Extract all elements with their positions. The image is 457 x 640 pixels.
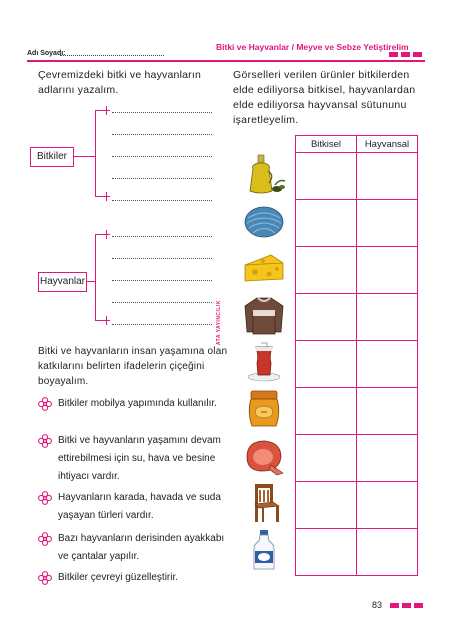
table-row bbox=[232, 294, 418, 341]
plant-answer-line[interactable] bbox=[112, 178, 212, 179]
statement-text: Bitkiler mobilya yapımında kullanılır. bbox=[58, 398, 217, 409]
header-rule bbox=[27, 60, 425, 62]
table-row bbox=[232, 200, 418, 247]
column-header-animal: Hayvansal bbox=[357, 136, 418, 153]
column-header-plant: Bitkisel bbox=[296, 136, 357, 153]
plant-answer-line[interactable] bbox=[112, 112, 212, 113]
animal-checkbox[interactable] bbox=[357, 247, 418, 294]
tree-line bbox=[106, 192, 107, 201]
animal-answer-line[interactable] bbox=[112, 236, 212, 237]
animal-checkbox[interactable] bbox=[357, 482, 418, 529]
animal-checkbox[interactable] bbox=[357, 341, 418, 388]
bottom-instruction: Bitki ve hayvanların insan yaşamına olan katkılarını belirten ifadelerin çiçeğini boyayalım. bbox=[38, 346, 228, 387]
right-instruction: Görselleri verilen ürünler bitkilerden elde ediliyorsa bitkisel, hayvanlardan elde ediliyorsa hayvansal sütununu işaretleyelim. bbox=[233, 69, 416, 126]
animal-answer-line[interactable] bbox=[112, 324, 212, 325]
tree-line bbox=[72, 156, 95, 157]
decor-square bbox=[414, 603, 423, 608]
flower-icon[interactable] bbox=[38, 397, 52, 411]
cheese-icon bbox=[241, 247, 287, 289]
table-row bbox=[232, 388, 418, 435]
statement-item bbox=[38, 530, 228, 566]
tree-line bbox=[106, 316, 107, 325]
statement-text: Bazı hayvanların derisinden ayakkabı ve çantalar yapılır. bbox=[58, 533, 225, 562]
tree-line bbox=[95, 320, 110, 321]
table-row bbox=[232, 153, 418, 200]
wool-yarn-icon bbox=[241, 200, 287, 242]
flower-icon[interactable] bbox=[38, 571, 52, 585]
statement-text: Bitki ve hayvanların yaşamını devam ettirebilmesi için su, hava ve besine ihtiyacı vardır. bbox=[58, 435, 221, 482]
plant-checkbox[interactable] bbox=[296, 294, 357, 341]
tree-line bbox=[95, 110, 96, 196]
plant-checkbox[interactable] bbox=[296, 153, 357, 200]
tree-line bbox=[106, 230, 107, 239]
publisher-label: ATA YAYINCILIK bbox=[216, 300, 222, 346]
plant-checkbox[interactable] bbox=[296, 341, 357, 388]
tea-glass-icon bbox=[241, 341, 287, 383]
table-row bbox=[232, 435, 418, 482]
table-row bbox=[232, 341, 418, 388]
wooden-chair-icon bbox=[241, 482, 287, 524]
name-label: Adı Soyadı: bbox=[27, 50, 66, 57]
animal-checkbox[interactable] bbox=[357, 388, 418, 435]
table-row bbox=[232, 247, 418, 294]
animal-answer-line[interactable] bbox=[112, 280, 212, 281]
decor-square bbox=[389, 52, 398, 57]
honey-jar-icon bbox=[241, 388, 287, 430]
plant-answer-line[interactable] bbox=[112, 134, 212, 135]
tree-line bbox=[95, 234, 96, 320]
statement-item bbox=[38, 489, 228, 525]
animal-checkbox[interactable] bbox=[357, 200, 418, 247]
statement-item bbox=[38, 395, 228, 413]
tree-line bbox=[95, 234, 110, 235]
decor-square bbox=[390, 603, 399, 608]
plant-answer-line[interactable] bbox=[112, 156, 212, 157]
table-row bbox=[232, 482, 418, 529]
table-row bbox=[232, 529, 418, 576]
flower-icon[interactable] bbox=[38, 491, 52, 505]
plant-checkbox[interactable] bbox=[296, 200, 357, 247]
flower-icon[interactable] bbox=[38, 434, 52, 448]
milk-bottle-icon bbox=[241, 529, 287, 571]
decor-square bbox=[402, 603, 411, 608]
product-table bbox=[232, 135, 418, 576]
plant-checkbox[interactable] bbox=[296, 482, 357, 529]
animal-checkbox[interactable] bbox=[357, 153, 418, 200]
plants-box: Bitkiler bbox=[30, 147, 74, 167]
page-number: 83 bbox=[372, 600, 383, 610]
animal-answer-line[interactable] bbox=[112, 302, 212, 303]
decor-square bbox=[401, 52, 410, 57]
animal-checkbox[interactable] bbox=[357, 529, 418, 576]
tree-line bbox=[95, 196, 110, 197]
tree-line bbox=[106, 106, 107, 115]
animal-checkbox[interactable] bbox=[357, 435, 418, 482]
sweater-icon bbox=[241, 294, 287, 336]
meat-icon bbox=[241, 435, 287, 477]
decor-square bbox=[413, 52, 422, 57]
plant-answer-line[interactable] bbox=[112, 200, 212, 201]
flower-icon[interactable] bbox=[38, 532, 52, 546]
page-title: Bitki ve Hayvanlar / Meyve ve Sebze Yetiştirelim bbox=[216, 42, 409, 52]
left-instruction: Çevremizdeki bitki ve hayvanların adlarını yazalım. bbox=[38, 69, 201, 96]
statement-text: Bitkiler çevreyi güzelleştirir. bbox=[58, 572, 179, 583]
statement-text: Hayvanların karada, havada ve suda yaşayan türleri vardır. bbox=[58, 492, 221, 521]
name-field[interactable] bbox=[60, 55, 164, 56]
animal-checkbox[interactable] bbox=[357, 294, 418, 341]
olive-oil-icon bbox=[241, 153, 287, 195]
plant-checkbox[interactable] bbox=[296, 388, 357, 435]
plant-checkbox[interactable] bbox=[296, 247, 357, 294]
statement-item bbox=[38, 432, 228, 486]
statement-item bbox=[38, 569, 228, 587]
tree-line bbox=[95, 110, 110, 111]
plant-checkbox[interactable] bbox=[296, 435, 357, 482]
animal-answer-line[interactable] bbox=[112, 258, 212, 259]
plant-checkbox[interactable] bbox=[296, 529, 357, 576]
animals-box: Hayvanlar bbox=[38, 272, 87, 292]
